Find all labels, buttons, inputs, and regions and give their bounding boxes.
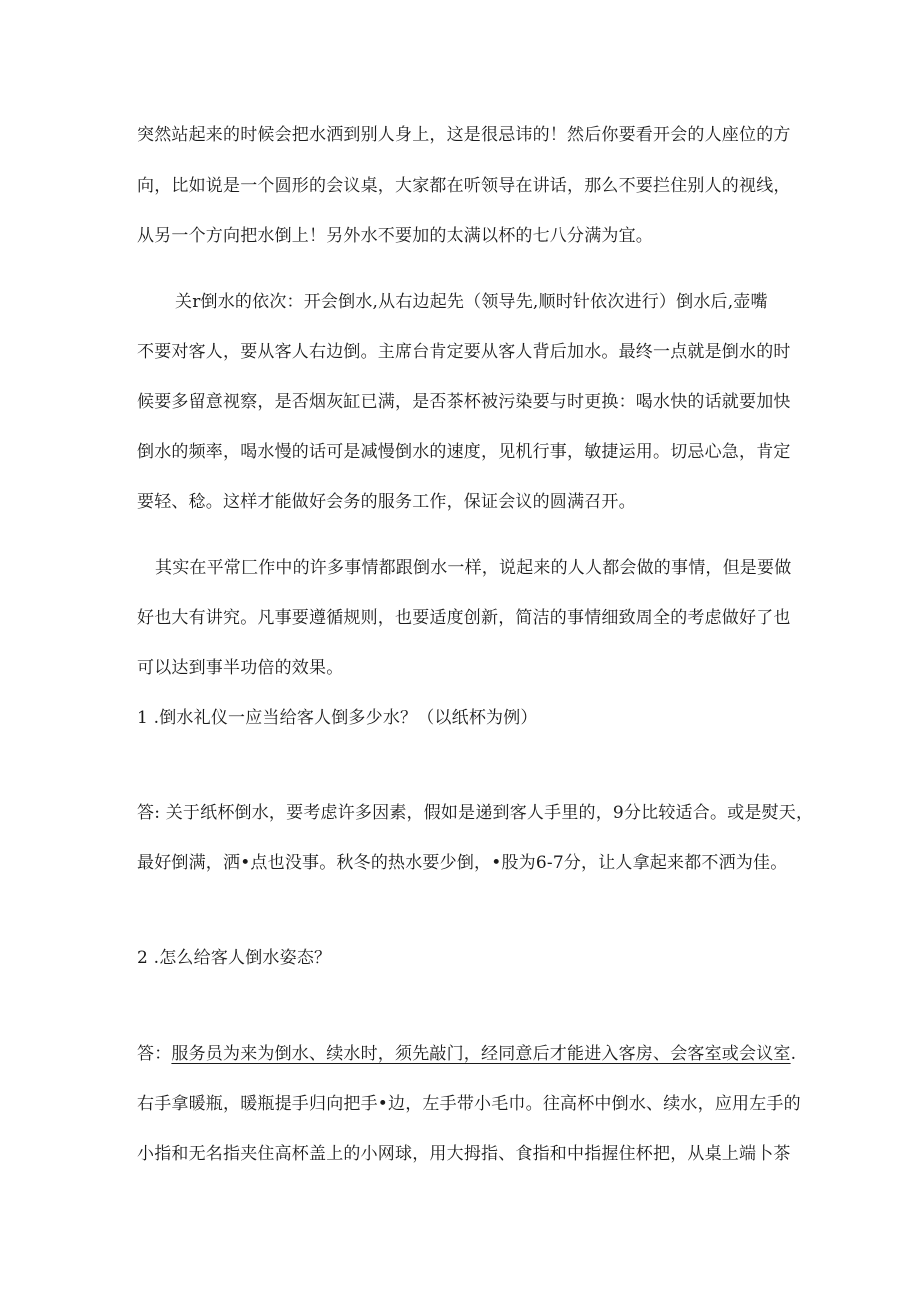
text-line: 答: 关于纸杯倒水，要考虑许多因素，假如是递到客人手里的，9分比较适合。或是熨天，	[137, 803, 814, 823]
text-line: 关r倒水的依次：开会倒水,从右边起先（领导先,顺时针依次进行）倒水后,壶嘴	[175, 292, 768, 312]
text-line: 好也大有讲究。凡事要遵循规则，也要适度创新，简洁的事情细致周全的考虑做好了也	[137, 608, 791, 628]
text-line: 其实在平常匚作中的许多事情都跟倒水一样，说起来的人人都会做的事情，但是要做	[155, 558, 792, 578]
answer-2-suffix: .	[790, 1044, 797, 1064]
text-line: 小指和无名指夹住高杯盖上的小网球，用大拇指、食指和中指握住杯把，从桌上端卜茶	[137, 1144, 791, 1164]
text-line: 从另一个方向把水倒上！另外水不要加的太满以杯的七八分满为宜。	[137, 226, 653, 246]
text-line: 候要多留意视察，是否烟灰缸已满，是否茶杯被污染要与时更换：喝水快的话就要加快	[137, 392, 791, 412]
underlined-text: 服务员为来为倒水、续水时，须先敲门，经同意后才能进入客房、会客室或会议室	[171, 1044, 791, 1064]
text-line: 可以达到事半功倍的效果。	[137, 658, 344, 678]
text-line: 右手拿暖瓶，暖瓶提手归向把手•边，左手带小毛巾。往高杯中倒水、续水，应用左手的	[137, 1094, 801, 1114]
answer-2-prefix: 答：	[137, 1044, 172, 1064]
text-line: 最好倒满，洒•点也没事。秋冬的热水要少倒，•股为6-7分，让人拿起来都不洒为佳。	[137, 853, 788, 873]
question-2-heading: 2 .怎么给客人倒水姿态？	[137, 948, 332, 968]
text-line: 不要对客人，要从客人右边倒。主席台肯定要从客人背后加水。最终一点就是倒水的时	[137, 342, 791, 362]
text-line: 倒水的频率，喝水慢的话可是减慢倒水的速度，见机行事，敏捷运用。切忌心急，肯定	[137, 442, 791, 462]
text-line	[137, 1042, 797, 1066]
text-line: 向，比如说是一个圆形的会议桌，大家都在听领导在讲话，那么不要拦住别人的视线，	[137, 176, 791, 196]
question-1-heading: 1 .倒水礼仪一应当给客人倒多少水？（以纸杯为例）	[137, 708, 538, 728]
text-line: 突然站起来的时候会把水洒到别人身上，这是很忌讳的！然后你要看开会的人座位的方	[137, 125, 791, 145]
text-line: 要轻、稔。这样才能做好会务的服务工作，保证会议的圆满召开。	[137, 492, 636, 512]
